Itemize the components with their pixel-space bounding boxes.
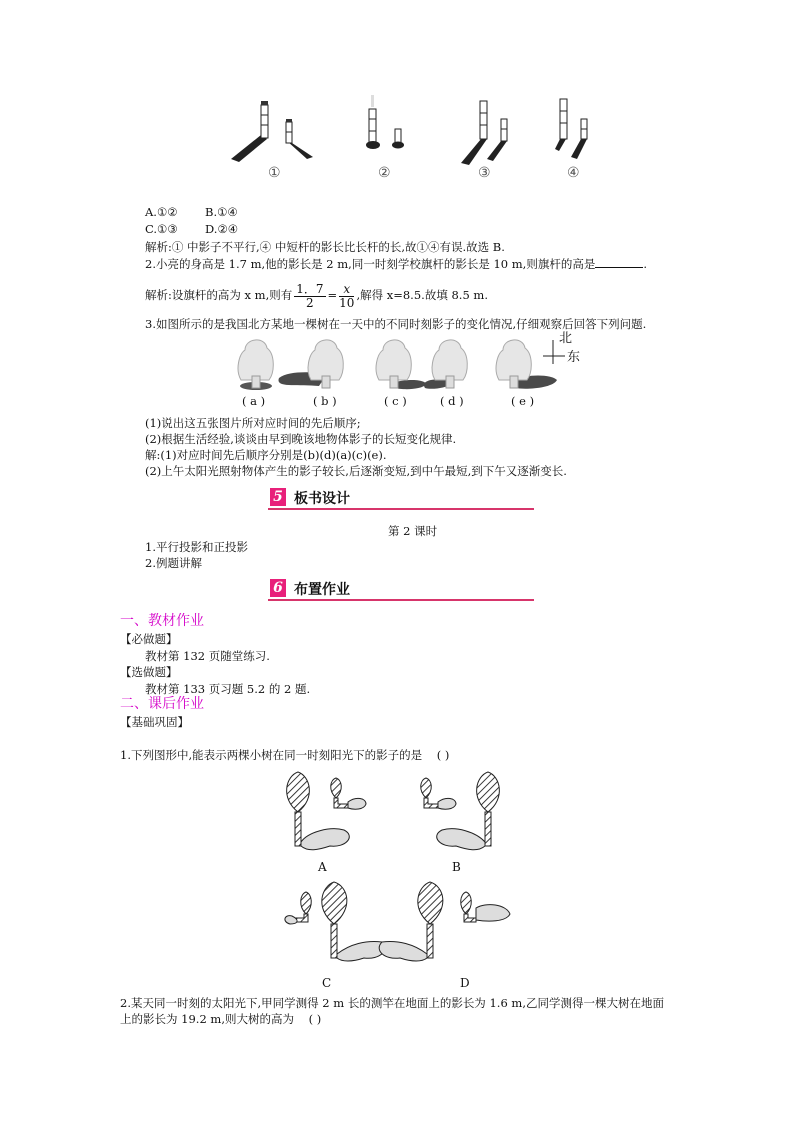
equals-sign: =	[327, 288, 338, 302]
q2-answer-pre: 解析:设旗杆的高为 x m,则有	[145, 288, 293, 302]
east-label: 东	[567, 350, 581, 365]
hw-part2-heading: 二、课后作业	[120, 696, 204, 712]
fig-option-d: D	[460, 976, 470, 990]
fraction-1-num: 1．7	[296, 281, 324, 296]
ex1-figure	[270, 768, 520, 968]
must-do-label: 【必做题】	[120, 632, 178, 646]
section-5-number: 5	[270, 488, 286, 506]
tree-shadow-figure	[235, 332, 595, 394]
q1-answer: 解析:① 中影子不平行,④ 中短杆的影长比长杆的长,故①④有误.故选 B.	[145, 240, 505, 254]
fig-label-2: ②	[378, 165, 391, 181]
pole-group-3	[461, 101, 507, 165]
tree-a	[238, 340, 273, 390]
option-c: C.①③	[145, 222, 178, 236]
fig-label-4: ④	[567, 165, 580, 181]
fig-label-1: ①	[268, 165, 281, 181]
pole-group-1	[231, 101, 313, 162]
lesson-label: 第 2 课时	[388, 524, 438, 538]
option-c-trees	[285, 882, 385, 961]
q2-question: 2.小亮的身高是 1.7 m,他的影长是 2 m,同一时刻学校旗杆的影长是 10 m,则旗杆的高是	[145, 257, 596, 271]
north-label: 北	[559, 331, 573, 346]
q2-answer	[145, 280, 488, 310]
option-a-trees	[287, 772, 366, 850]
q3-answer2: (2)上午太阳光照射物体产生的影子较长,后逐渐变短,到中午最短,到下午又逐渐变长.	[145, 464, 567, 478]
tree-label-e: ( e )	[511, 394, 535, 408]
pole-group-2	[366, 95, 404, 149]
optional-label: 【选做题】	[120, 665, 178, 679]
tree-d	[424, 340, 467, 389]
q2-period: .	[643, 257, 647, 271]
q3-part2: (2)根据生活经验,谈谈由早到晚该地物体影子的长短变化规律.	[145, 432, 457, 446]
ex1-paren: ( )	[436, 748, 450, 762]
section-6-divider	[268, 599, 534, 601]
option-b-trees	[421, 772, 500, 850]
ex2-question: 上的影长为 19.2 m,则大树的高为	[120, 1012, 294, 1026]
q2-text	[145, 257, 647, 272]
ex2-line2	[120, 1012, 321, 1027]
q1-figure	[225, 95, 610, 187]
section-6-number: 6	[270, 579, 286, 597]
tree-label-c: ( c )	[384, 394, 407, 408]
optional-text: 教材第 133 页习题 5.2 的 2 题.	[145, 682, 311, 696]
option-d: D.②④	[205, 222, 239, 236]
pole-group-4	[555, 99, 587, 159]
must-do-text: 教材第 132 页随堂练习.	[145, 649, 270, 663]
q3-answer1: 解:(1)对应时间先后顺序分别是(b)(d)(a)(c)(e).	[145, 448, 387, 462]
tree-c	[376, 340, 427, 389]
q3-part1: (1)说出这五张图片所对应时间的先后顺序;	[145, 416, 361, 430]
option-d-trees	[379, 882, 510, 961]
fig-label-3: ③	[478, 165, 491, 181]
answer-blank	[595, 257, 643, 268]
ex2-line1: 2.某天同一时刻的太阳光下,甲同学测得 2 m 长的测竿在地面上的影长为 1.6 m,乙同学测得一棵大树在地面	[120, 996, 664, 1010]
tree-label-a: ( a )	[242, 394, 266, 408]
ex1-text	[120, 748, 449, 763]
section-5-divider	[268, 508, 534, 510]
board-item-1: 1.平行投影和正投影	[145, 540, 248, 554]
option-b: B.①④	[205, 205, 238, 219]
section-5-title: 板书设计	[294, 491, 350, 507]
fraction-2	[339, 283, 354, 310]
fraction-2-num: x	[339, 283, 354, 297]
q3-text: 3.如图所示的是我国北方某地一棵树在一天中的不同时刻影子的变化情况,仔细观察后回答下列问题.	[145, 317, 647, 331]
fraction-2-den: 10	[339, 295, 355, 310]
tree-label-b: ( b )	[313, 394, 337, 408]
fig-option-b: B	[452, 860, 461, 874]
tree-e	[496, 340, 557, 389]
section-6-title: 布置作业	[294, 582, 350, 598]
ex2-paren: ( )	[308, 1012, 322, 1026]
option-a: A.①②	[145, 205, 178, 219]
hw-part1-heading: 一、教材作业	[120, 613, 204, 629]
fig-option-a: A	[318, 860, 327, 874]
fraction-1-den: 2	[306, 295, 314, 310]
basic-label: 【基础巩固】	[120, 715, 189, 729]
tree-b	[278, 340, 343, 388]
board-item-2: 2.例题讲解	[145, 556, 202, 570]
ex1-question: 1.下列图形中,能表示两棵小树在同一时刻阳光下的影子的是	[120, 748, 423, 762]
q2-answer-post: ,解得 x=8.5.故填 8.5 m.	[356, 288, 488, 302]
tree-label-d: ( d )	[440, 394, 464, 408]
fraction-1	[294, 283, 325, 310]
fig-option-c: C	[322, 976, 332, 990]
